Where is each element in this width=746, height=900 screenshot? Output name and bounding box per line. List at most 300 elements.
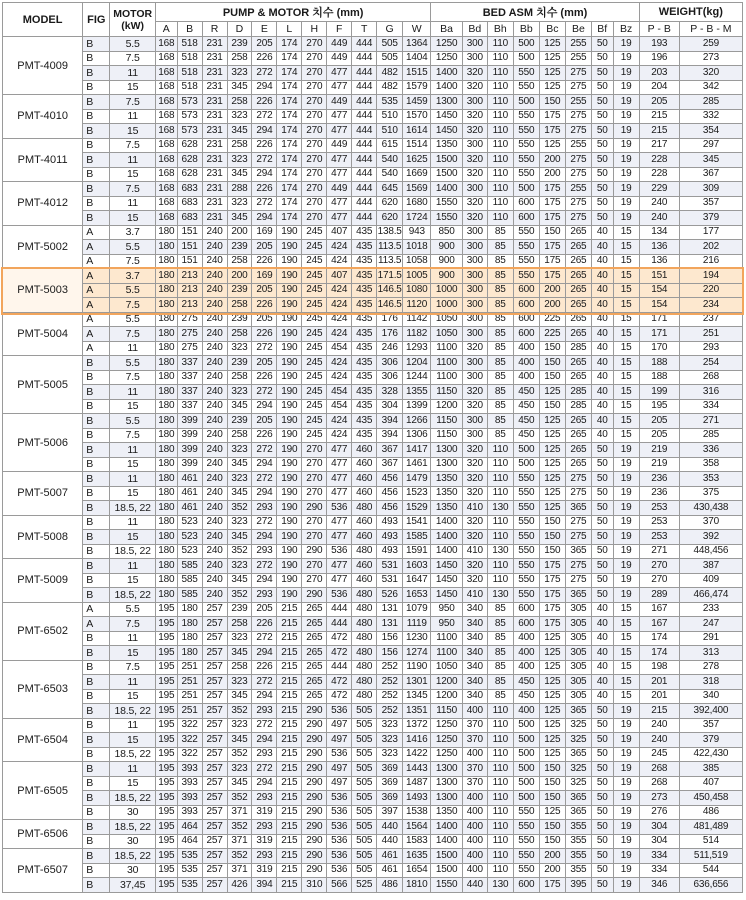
subheader-cell: Bz [613, 22, 639, 37]
value-cell: 573 [177, 124, 202, 139]
value-cell: 168 [155, 66, 177, 81]
value-cell: 15 [613, 602, 639, 617]
fig-cell: B [83, 544, 110, 559]
value-cell: 371 [227, 805, 252, 820]
value-cell: 334 [639, 863, 679, 878]
value-cell: 156 [377, 631, 403, 646]
motor-cell: 7.5 [110, 182, 156, 197]
value-cell: 1100 [431, 646, 462, 661]
value-cell: 150 [539, 95, 565, 110]
value-cell: 168 [155, 153, 177, 168]
value-cell: 19 [613, 37, 639, 52]
value-cell: 293 [252, 544, 277, 559]
motor-cell: 30 [110, 805, 156, 820]
table-row [3, 298, 743, 313]
value-cell: 40 [591, 660, 613, 675]
value-cell: 424 [327, 240, 352, 255]
value-cell: 320 [462, 443, 487, 458]
value-cell: 168 [155, 182, 177, 197]
value-cell: 50 [591, 704, 613, 719]
value-cell: 294 [252, 399, 277, 414]
value-cell: 174 [277, 211, 302, 226]
fig-cell: B [83, 196, 110, 211]
value-cell: 275 [565, 486, 591, 501]
value-cell: 449 [327, 37, 352, 52]
value-cell: 290 [302, 820, 327, 835]
value-cell: 151 [177, 254, 202, 269]
value-cell: 125 [539, 51, 565, 66]
value-cell: 1614 [403, 124, 431, 139]
model-cell: PMT-5008 [3, 515, 83, 559]
value-cell: 125 [539, 457, 565, 472]
fig-cell: B [83, 501, 110, 516]
value-cell: 290 [302, 733, 327, 748]
value-cell: 1500 [431, 167, 462, 182]
value-cell: 270 [302, 573, 327, 588]
value-cell: 305 [565, 631, 591, 646]
value-cell: 550 [513, 863, 539, 878]
value-cell: 150 [539, 399, 565, 414]
value-cell: 169 [252, 225, 277, 240]
value-cell: 245 [639, 747, 679, 762]
value-cell: 500 [513, 762, 539, 777]
value-cell: 394 [377, 428, 403, 443]
value-cell: 190 [277, 457, 302, 472]
value-cell: 174 [277, 167, 302, 182]
value-cell: 1050 [431, 327, 462, 342]
value-cell: 85 [487, 356, 513, 371]
value-cell: 251 [177, 675, 202, 690]
fig-cell: A [83, 341, 110, 356]
value-cell: 174 [277, 66, 302, 81]
value-cell: 523 [177, 530, 202, 545]
value-cell: 15 [613, 341, 639, 356]
value-cell: 1100 [431, 370, 462, 385]
value-cell: 257 [202, 863, 227, 878]
value-cell: 460 [352, 530, 377, 545]
table-row [3, 805, 743, 820]
value-cell: 1724 [403, 211, 431, 226]
value-cell: 272 [252, 718, 277, 733]
fig-cell: A [83, 312, 110, 327]
value-cell: 259 [679, 37, 742, 52]
model-cell: PMT-5005 [3, 356, 83, 414]
value-cell: 215 [277, 776, 302, 791]
value-cell: 370 [462, 718, 487, 733]
subheader-cell: P - B - M [679, 22, 742, 37]
value-cell: 294 [252, 486, 277, 501]
value-cell: 110 [487, 849, 513, 864]
value-cell: 275 [565, 515, 591, 530]
value-cell: 300 [462, 370, 487, 385]
motor-cell: 15 [110, 573, 156, 588]
value-cell: 620 [377, 211, 403, 226]
value-cell: 15 [613, 312, 639, 327]
value-cell: 290 [302, 834, 327, 849]
value-cell: 1100 [431, 341, 462, 356]
value-cell: 258 [227, 617, 252, 632]
value-cell: 205 [639, 414, 679, 429]
value-cell: 275 [565, 573, 591, 588]
value-cell: 1293 [403, 341, 431, 356]
value-cell: 268 [639, 776, 679, 791]
value-cell: 600 [513, 211, 539, 226]
value-cell: 168 [155, 51, 177, 66]
table-row [3, 211, 743, 226]
value-cell: 345 [227, 776, 252, 791]
table-row [3, 863, 743, 878]
value-cell: 190 [277, 225, 302, 240]
value-cell: 257 [202, 762, 227, 777]
header-motor-label: MOTOR [113, 7, 153, 20]
value-cell: 460 [352, 515, 377, 530]
table-row [3, 124, 743, 139]
value-cell: 226 [252, 617, 277, 632]
value-cell: 500 [513, 51, 539, 66]
value-cell: 254 [679, 356, 742, 371]
motor-cell: 11 [110, 341, 156, 356]
value-cell: 190 [277, 370, 302, 385]
subheader-cell: F [327, 22, 352, 37]
fig-cell: B [83, 849, 110, 864]
value-cell: 150 [539, 776, 565, 791]
model-cell: PMT-6505 [3, 762, 83, 820]
fig-cell: A [83, 327, 110, 342]
value-cell: 294 [252, 80, 277, 95]
value-cell: 240 [202, 573, 227, 588]
value-cell: 461 [377, 849, 403, 864]
value-cell: 195 [155, 747, 177, 762]
value-cell: 500 [513, 747, 539, 762]
value-cell: 50 [591, 109, 613, 124]
value-cell: 536 [327, 834, 352, 849]
value-cell: 290 [302, 791, 327, 806]
value-cell: 251 [177, 704, 202, 719]
value-cell: 15 [613, 428, 639, 443]
table-row [3, 588, 743, 603]
value-cell: 400 [462, 863, 487, 878]
value-cell: 345 [227, 486, 252, 501]
value-cell: 40 [591, 428, 613, 443]
value-cell: 337 [177, 370, 202, 385]
value-cell: 110 [487, 95, 513, 110]
value-cell: 19 [613, 588, 639, 603]
table-row [3, 80, 743, 95]
value-cell: 505 [352, 718, 377, 733]
value-cell: 424 [327, 312, 352, 327]
value-cell: 369 [377, 762, 403, 777]
fig-cell: B [83, 791, 110, 806]
motor-cell: 11 [110, 196, 156, 211]
value-cell: 190 [277, 588, 302, 603]
value-cell: 190 [277, 254, 302, 269]
value-cell: 550 [513, 80, 539, 95]
value-cell: 195 [155, 776, 177, 791]
value-cell: 477 [327, 443, 352, 458]
value-cell: 247 [679, 617, 742, 632]
table-row [3, 254, 743, 269]
value-cell: 125 [539, 472, 565, 487]
value-cell: 130 [487, 588, 513, 603]
value-cell: 435 [352, 428, 377, 443]
value-cell: 645 [377, 182, 403, 197]
motor-cell: 15 [110, 646, 156, 661]
value-cell: 167 [639, 602, 679, 617]
value-cell: 450,458 [679, 791, 742, 806]
value-cell: 195 [155, 805, 177, 820]
value-cell: 290 [302, 747, 327, 762]
value-cell: 195 [155, 733, 177, 748]
value-cell: 110 [487, 718, 513, 733]
value-cell: 440 [377, 834, 403, 849]
value-cell: 304 [639, 834, 679, 849]
table-row [3, 240, 743, 255]
value-cell: 252 [377, 689, 403, 704]
value-cell: 231 [202, 196, 227, 211]
value-cell: 85 [487, 341, 513, 356]
value-cell: 290 [302, 776, 327, 791]
value-cell: 110 [487, 863, 513, 878]
value-cell: 50 [591, 80, 613, 95]
value-cell: 392 [679, 530, 742, 545]
value-cell: 550 [513, 515, 539, 530]
value-cell: 180 [155, 544, 177, 559]
value-cell: 449 [327, 182, 352, 197]
value-cell: 1459 [403, 95, 431, 110]
value-cell: 1058 [403, 254, 431, 269]
value-cell: 322 [177, 733, 202, 748]
value-cell: 1250 [431, 51, 462, 66]
value-cell: 113.5 [377, 254, 403, 269]
value-cell: 200 [539, 283, 565, 298]
value-cell: 19 [613, 138, 639, 153]
value-cell: 480 [352, 660, 377, 675]
subheader-cell: Ba [431, 22, 462, 37]
table-row [3, 646, 743, 661]
value-cell: 125 [539, 805, 565, 820]
value-cell: 460 [352, 472, 377, 487]
fig-cell: A [83, 617, 110, 632]
value-cell: 300 [462, 298, 487, 313]
table-row [3, 791, 743, 806]
value-cell: 174 [277, 109, 302, 124]
value-cell: 258 [227, 51, 252, 66]
value-cell: 19 [613, 849, 639, 864]
value-cell: 337 [177, 385, 202, 400]
value-cell: 257 [202, 602, 227, 617]
value-cell: 270 [302, 153, 327, 168]
value-cell: 168 [155, 196, 177, 211]
value-cell: 110 [487, 457, 513, 472]
value-cell: 231 [202, 182, 227, 197]
value-cell: 1550 [431, 878, 462, 893]
value-cell: 180 [155, 443, 177, 458]
value-cell: 393 [177, 762, 202, 777]
value-cell: 240 [202, 501, 227, 516]
fig-cell: B [83, 51, 110, 66]
value-cell: 265 [302, 646, 327, 661]
value-cell: 19 [613, 501, 639, 516]
value-cell: 240 [639, 733, 679, 748]
value-cell: 1200 [431, 399, 462, 414]
value-cell: 205 [252, 283, 277, 298]
motor-cell: 15 [110, 530, 156, 545]
value-cell: 370 [679, 515, 742, 530]
value-cell: 585 [177, 573, 202, 588]
value-cell: 201 [639, 675, 679, 690]
value-cell: 352 [227, 501, 252, 516]
value-cell: 175 [539, 109, 565, 124]
value-cell: 310 [302, 878, 327, 893]
table-row [3, 457, 743, 472]
value-cell: 275 [177, 327, 202, 342]
value-cell: 50 [591, 486, 613, 501]
value-cell: 493 [377, 544, 403, 559]
value-cell: 444 [352, 109, 377, 124]
value-cell: 19 [613, 457, 639, 472]
value-cell: 110 [487, 820, 513, 835]
value-cell: 460 [352, 573, 377, 588]
value-cell: 600 [513, 312, 539, 327]
value-cell: 1190 [403, 660, 431, 675]
value-cell: 110 [487, 704, 513, 719]
value-cell: 477 [327, 66, 352, 81]
value-cell: 444 [352, 196, 377, 211]
value-cell: 320 [462, 472, 487, 487]
value-cell: 275 [565, 211, 591, 226]
value-cell: 231 [202, 153, 227, 168]
subheader-cell: D [227, 22, 252, 37]
value-cell: 399 [177, 443, 202, 458]
value-cell: 180 [155, 225, 177, 240]
value-cell: 367 [679, 167, 742, 182]
value-cell: 174 [277, 95, 302, 110]
value-cell: 290 [302, 718, 327, 733]
value-cell: 300 [462, 356, 487, 371]
value-cell: 435 [352, 356, 377, 371]
value-cell: 340 [679, 689, 742, 704]
value-cell: 251 [679, 327, 742, 342]
value-cell: 257 [202, 704, 227, 719]
value-cell: 1230 [403, 631, 431, 646]
value-cell: 352 [227, 747, 252, 762]
value-cell: 240 [202, 269, 227, 284]
value-cell: 290 [302, 805, 327, 820]
value-cell: 320 [462, 211, 487, 226]
value-cell: 480 [352, 689, 377, 704]
fig-cell: B [83, 863, 110, 878]
value-cell: 268 [679, 370, 742, 385]
value-cell: 258 [227, 370, 252, 385]
value-cell: 319 [252, 805, 277, 820]
value-cell: 125 [539, 733, 565, 748]
fig-cell: B [83, 675, 110, 690]
value-cell: 424 [327, 356, 352, 371]
subheader-cell: A [155, 22, 177, 37]
table-row [3, 225, 743, 240]
value-cell: 500 [513, 791, 539, 806]
value-cell: 180 [155, 327, 177, 342]
value-cell: 125 [539, 443, 565, 458]
value-cell: 125 [539, 646, 565, 661]
table-row [3, 834, 743, 849]
subheader-cell: R [202, 22, 227, 37]
value-cell: 477 [327, 515, 352, 530]
value-cell: 168 [155, 167, 177, 182]
value-cell: 337 [177, 399, 202, 414]
value-cell: 525 [352, 878, 377, 893]
table-row [3, 660, 743, 675]
value-cell: 15 [613, 356, 639, 371]
value-cell: 195 [155, 675, 177, 690]
value-cell: 275 [565, 530, 591, 545]
value-cell: 199 [639, 385, 679, 400]
value-cell: 180 [155, 240, 177, 255]
value-cell: 435 [352, 225, 377, 240]
value-cell: 322 [177, 718, 202, 733]
value-cell: 19 [613, 443, 639, 458]
value-cell: 600 [513, 602, 539, 617]
value-cell: 195 [155, 878, 177, 893]
value-cell: 50 [591, 849, 613, 864]
value-cell: 1603 [403, 559, 431, 574]
motor-cell: 18.5, 22 [110, 820, 156, 835]
value-cell: 300 [462, 269, 487, 284]
value-cell: 125 [539, 486, 565, 501]
value-cell: 190 [277, 298, 302, 313]
table-row [3, 733, 743, 748]
value-cell: 275 [565, 66, 591, 81]
value-cell: 50 [591, 776, 613, 791]
value-cell: 306 [377, 356, 403, 371]
value-cell: 168 [155, 109, 177, 124]
table-row [3, 718, 743, 733]
value-cell: 257 [202, 849, 227, 864]
value-cell: 190 [277, 530, 302, 545]
table-row [3, 312, 743, 327]
value-cell: 536 [327, 863, 352, 878]
value-cell: 50 [591, 791, 613, 806]
value-cell: 174 [277, 182, 302, 197]
motor-cell: 11 [110, 153, 156, 168]
value-cell: 19 [613, 733, 639, 748]
value-cell: 505 [352, 820, 377, 835]
value-cell: 150 [539, 820, 565, 835]
value-cell: 435 [352, 298, 377, 313]
value-cell: 290 [302, 762, 327, 777]
value-cell: 480 [352, 617, 377, 632]
value-cell: 367 [377, 443, 403, 458]
value-cell: 195 [155, 834, 177, 849]
value-cell: 226 [252, 254, 277, 269]
value-cell: 294 [252, 167, 277, 182]
value-cell: 15 [613, 240, 639, 255]
value-cell: 156 [377, 646, 403, 661]
value-cell: 245 [302, 356, 327, 371]
value-cell: 323 [227, 341, 252, 356]
motor-cell: 7.5 [110, 428, 156, 443]
value-cell: 50 [591, 472, 613, 487]
value-cell: 290 [302, 544, 327, 559]
motor-cell: 18.5, 22 [110, 588, 156, 603]
value-cell: 536 [327, 747, 352, 762]
value-cell: 150 [539, 370, 565, 385]
value-cell: 325 [565, 776, 591, 791]
value-cell: 477 [327, 109, 352, 124]
value-cell: 257 [202, 747, 227, 762]
fig-cell: B [83, 559, 110, 574]
value-cell: 195 [155, 762, 177, 777]
